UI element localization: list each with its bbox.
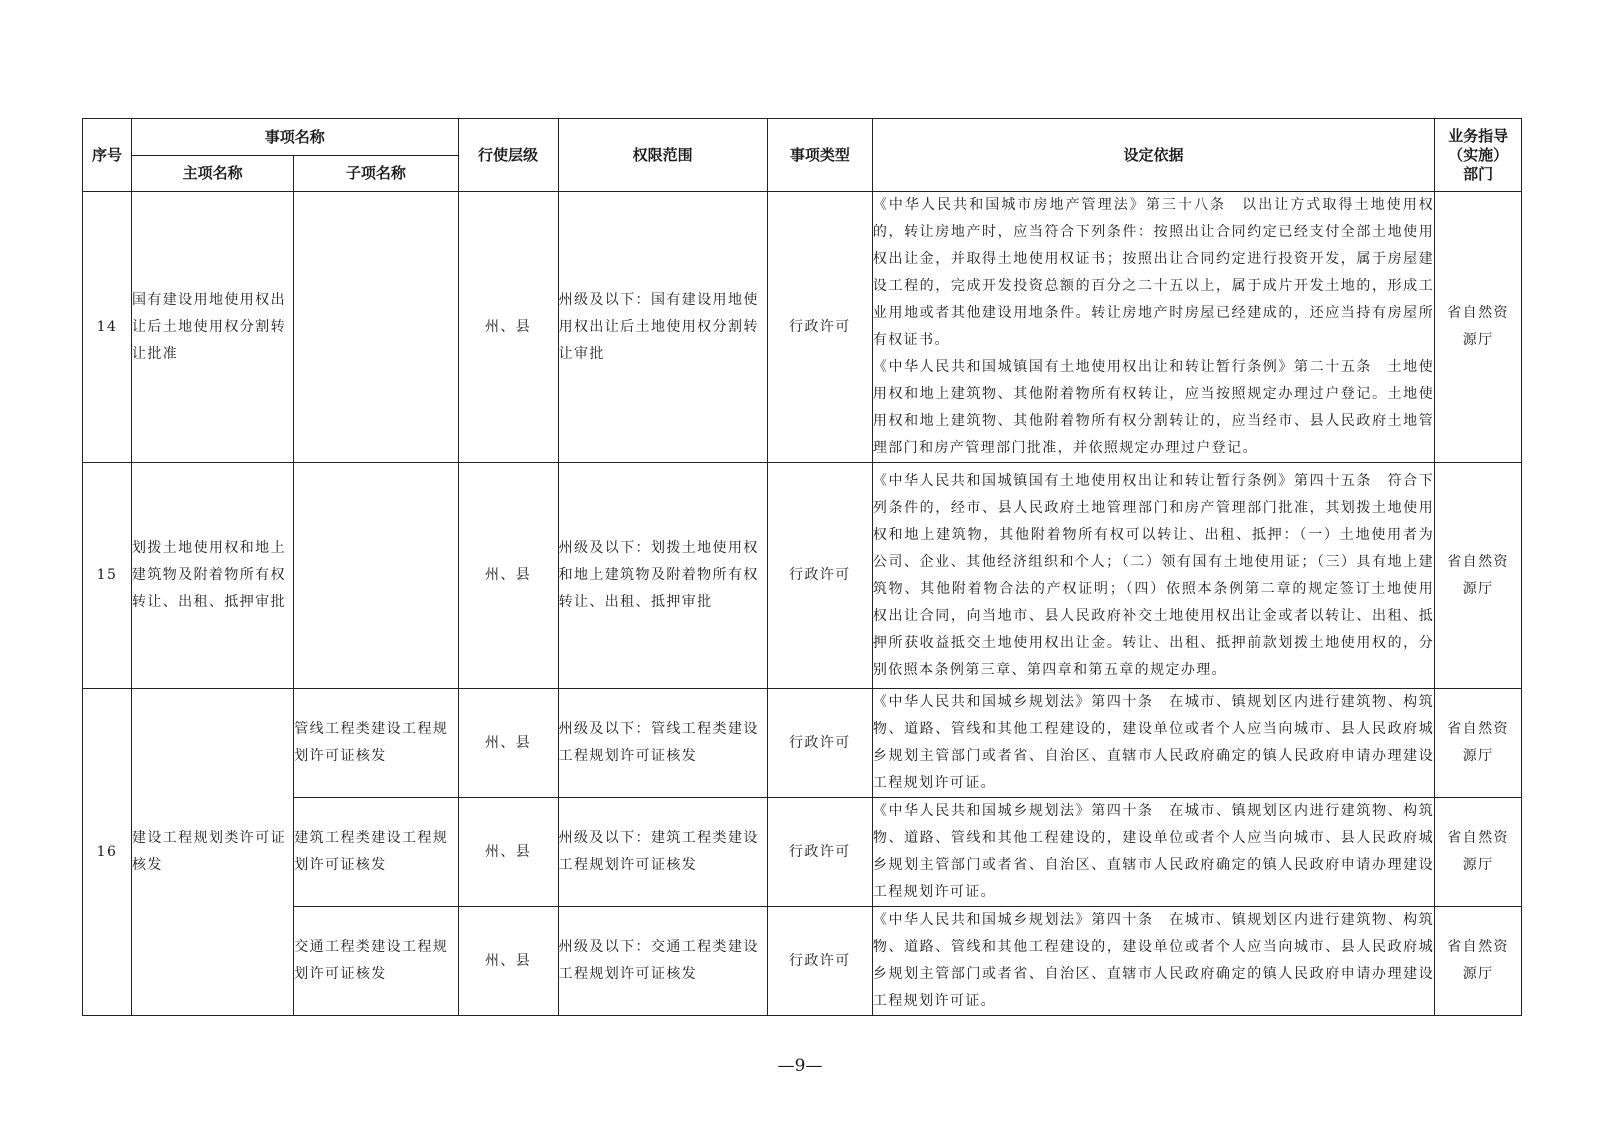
row-sub-item: 管线工程类建设工程规划许可证核发 xyxy=(294,689,458,798)
row-sub-item xyxy=(294,463,458,689)
row-basis: 《中华人民共和国城乡规划法》第四十条 在城市、镇规划区内进行建筑物、构筑物、道路、管线和其他工程建设的，建设单位或者个人应当向城市、县人民政府城乡规划主管部门或者省、自治区、直辖市人民政府确定的镇人民政府申请办理建设工程规划许可证。 xyxy=(872,689,1434,798)
table-row xyxy=(83,689,1522,798)
row-dept: 省自然资源厅 xyxy=(1435,689,1522,798)
row-type: 行政许可 xyxy=(767,907,872,1016)
row-type: 行政许可 xyxy=(767,463,872,689)
row-main-item: 国有建设用地使用权出让后土地使用权分割转让批准 xyxy=(131,192,293,463)
row-dept: 省自然资源厅 xyxy=(1435,192,1522,463)
row-sub-item: 建筑工程类建设工程规划许可证核发 xyxy=(294,798,458,907)
row-scope: 州级及以下：建筑工程类建设工程规划许可证核发 xyxy=(558,798,767,907)
row-level: 州、县 xyxy=(458,192,558,463)
row-basis xyxy=(872,192,1434,463)
header-sub-item: 子项名称 xyxy=(294,156,458,192)
row-main-item: 划拨土地使用权和地上建筑物及附着物所有权转让、出租、抵押审批 xyxy=(131,463,293,689)
row-type: 行政许可 xyxy=(767,192,872,463)
row-sub-item xyxy=(294,192,458,463)
table-row xyxy=(83,798,1522,907)
row-type: 行政许可 xyxy=(767,689,872,798)
row-seq: 14 xyxy=(83,192,132,463)
row-basis xyxy=(872,463,1434,689)
row-type: 行政许可 xyxy=(767,798,872,907)
header-basis: 设定依据 xyxy=(872,119,1434,192)
permission-list-table xyxy=(82,118,1522,1016)
row-level: 州、县 xyxy=(458,689,558,798)
row-main-item: 建设工程规划类许可证核发 xyxy=(131,689,293,1016)
row-scope: 州级及以下：国有建设用地使用权出让后土地使用权分割转让审批 xyxy=(558,192,767,463)
header-seq: 序号 xyxy=(83,119,132,192)
header-dept: 业务指导（实施）部门 xyxy=(1435,119,1522,192)
row-scope: 州级及以下：交通工程类建设工程规划许可证核发 xyxy=(558,907,767,1016)
header-scope: 权限范围 xyxy=(558,119,767,192)
table-row xyxy=(83,192,1522,463)
row-seq: 15 xyxy=(83,463,132,689)
header-level: 行使层级 xyxy=(458,119,558,192)
row-level: 州、县 xyxy=(458,463,558,689)
page-number: —9— xyxy=(777,1056,823,1076)
row-scope: 州级及以下：管线工程类建设工程规划许可证核发 xyxy=(558,689,767,798)
basis-paragraph: 《中华人民共和国城市房地产管理法》第三十八条 以出让方式取得土地使用权的，转让房地产时，应当符合下列条件：按照出让合同约定已经支付全部土地使用权出让金，并取得土地使用权证书；按照出让合同约定进行投资开发，属于房屋建设工程的，完成开发投资总额的百分之二十五以上，属于成片开发土地的，形成工业用地或者其他建设用地条件。转让房地产时房屋已经建成的，还应当持有房屋所有权证书。 xyxy=(872,197,1435,348)
row-basis: 《中华人民共和国城乡规划法》第四十条 在城市、镇规划区内进行建筑物、构筑物、道路、管线和其他工程建设的，建设单位或者个人应当向城市、县人民政府城乡规划主管部门或者省、自治区、直辖市人民政府确定的镇人民政府申请办理建设工程规划许可证。 xyxy=(872,907,1434,1016)
row-basis: 《中华人民共和国城乡规划法》第四十条 在城市、镇规划区内进行建筑物、构筑物、道路、管线和其他工程建设的，建设单位或者个人应当向城市、县人民政府城乡规划主管部门或者省、自治区、直辖市人民政府确定的镇人民政府申请办理建设工程规划许可证。 xyxy=(872,798,1434,907)
header-item-name: 事项名称 xyxy=(131,119,458,156)
basis-paragraph: 《中华人民共和国城镇国有土地使用权出让和转让暂行条例》第四十五条 符合下列条件的，经市、县人民政府土地管理部门和房产管理部门批准，其划拨土地使用权和地上建筑物，其他附着物所有权可以转让、出租、抵押：（一）土地使用者为公司、企业、其他经济组织和个人；（二）领有国有土地使用证；（三）具有地上建筑物、其他附着物合法的产权证明；（四）依照本条例第二章的规定签订土地使用权出让合同，向当地市、县人民政府补交土地使用权出让金或者以转让、出租、抵押所获收益抵交土地使用权出让金。转让、出租、抵押前款划拨土地使用权的，分别依照本条例第三章、第四章和第五章的规定办理。 xyxy=(872,472,1435,678)
header-type: 事项类型 xyxy=(767,119,872,192)
row-level: 州、县 xyxy=(458,907,558,1016)
row-scope: 州级及以下：划拨土地使用权和地上建筑物及附着物所有权转让、出租、抵押审批 xyxy=(558,463,767,689)
row-dept: 省自然资源厅 xyxy=(1435,907,1522,1016)
row-sub-item: 交通工程类建设工程规划许可证核发 xyxy=(294,907,458,1016)
basis-paragraph: 《中华人民共和国城镇国有土地使用权出让和转让暂行条例》第二十五条 土地使用权和地上建筑物、其他附着物所有权转让，应当按照规定办理过户登记。土地使用权和地上建筑物、其他附着物所有权分割转让的，应当经市、县人民政府土地管理部门和房产管理部门批准，并依照规定办理过户登记。 xyxy=(872,359,1435,456)
row-dept: 省自然资源厅 xyxy=(1435,798,1522,907)
table-row xyxy=(83,463,1522,689)
header-main-item: 主项名称 xyxy=(131,156,293,192)
table-row xyxy=(83,907,1522,1016)
row-level: 州、县 xyxy=(458,798,558,907)
row-dept: 省自然资源厅 xyxy=(1435,463,1522,689)
row-seq: 16 xyxy=(83,689,132,1016)
